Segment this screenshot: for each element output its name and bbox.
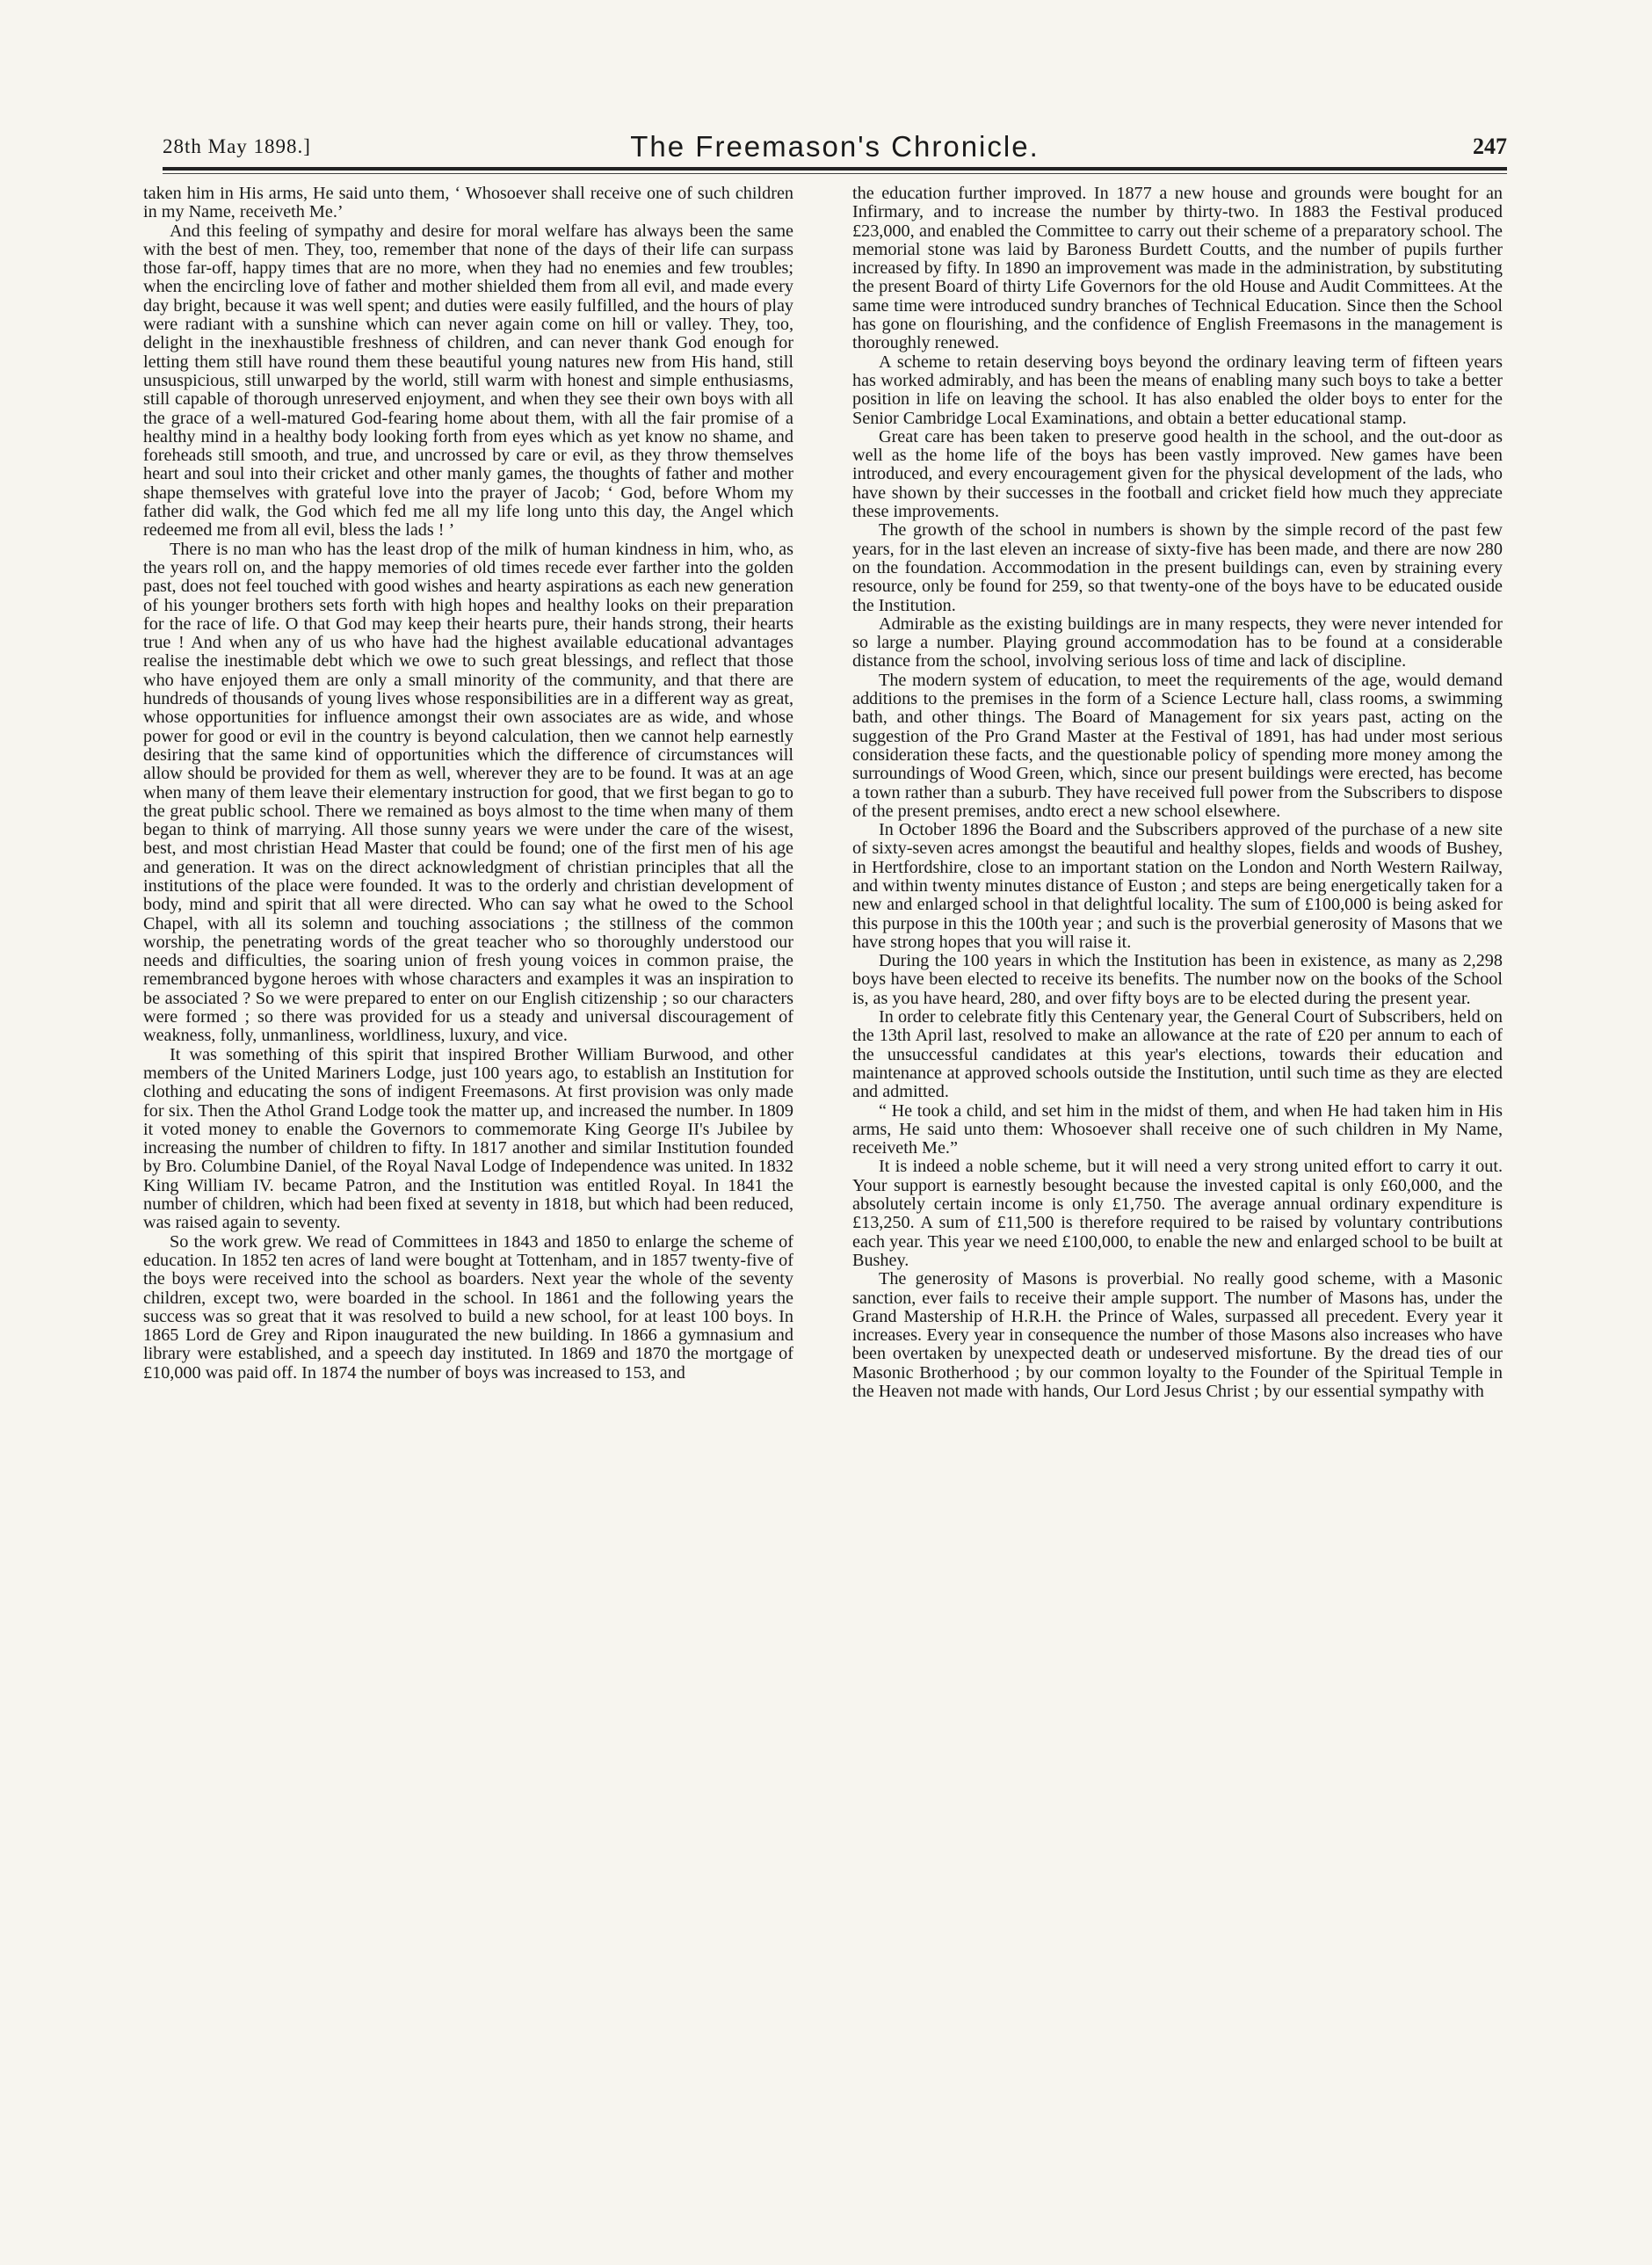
header-rule xyxy=(163,167,1507,171)
right-column xyxy=(852,185,1503,2250)
paragraph: In order to celebrate fitly this Centenary year, the General Court of Subscribers, held on the 13th April last, resolved to make an allowance at the rate of £20 per annum to each of the unsuccessful candidates at this year's elections, towards their education and maintenance at approved schools outside the Institution, until such time as they are elected and admitted. xyxy=(852,1007,1503,1102)
paragraph: the education further improved. In 1877 a new house and grounds were bought for an Infirmary, and to increase the number by thirty-two. In 1883 the Festival produced £23,000, and enabled the Committee to carry out their scheme of a preparatory school. The memorial stone was laid by Baroness Burdett Coutts, and the number of pupils further increased by fifty. In 1890 an improvement was made in the administration, by substituting the present Board of thirty Life Governors for the old House and Audit Committees. At the same time were introduced sundry branches of Technical Education. Since then the School has gone on flourishing, and the confidence of English Freemasons in the management is thoroughly renewed. xyxy=(852,185,1503,353)
left-column xyxy=(143,185,793,2250)
paragraph: Great care has been taken to preserve good health in the school, and the out-door as well as the home life of the boys has been vastly improved. New games have been introduced, and every encouragement given for the physical development of the lads, who have shown by their successes in the football and cricket field how much they appreciate these improvements. xyxy=(852,426,1503,522)
page-header xyxy=(163,130,1507,167)
paragraph: During the 100 years in which the Institution has been in existence, as many as 2,298 boys have been elected to receive its benefits. The number now on the books of the School is, as you have heard, 280, and over fifty boys are to be elected during the present year. xyxy=(852,951,1503,1008)
paragraph: And this feeling of sympathy and desire for moral welfare has always been the same with the best of men. They, too, remember that none of the days of their life can surpass those far-off, happy times that are no more, when they had no enemies and few troubles; when the encircling love of father and mother shielded them from all evil, and made every day bright, because it was well spent; and duties were easily fulfilled, and the hours of play were radiant with a sunshine which can never again come on hill or valley. They, too, delight in the inexhaustible freshness of children, and can never thank God enough for letting them still have round them these beautiful young natures new from His hand, still unsuspicious, still unwarped by the world, still warm with honest and simple enthusiasms, still capable of thorough unreserved enjoyment, and when they see their own boys with all the grace of a well-matured God-fearing home about them, with all the fair promise of a healthy mind in a healthy body looking forth from eyes which as yet know no shame, and foreheads still smooth, and true, and uncrossed by care or evil, as they throw themselves heart and soul into their cricket and other manly games, the thoughts of father and mother shape themselves with grateful love into the prayer of Jacob; ‘ God, before Whom my father did walk, the God which fed me all my life long unto this day, the Angel which redeemed me from all evil, bless the lads ! ’ xyxy=(143,221,793,541)
paragraph: So the work grew. We read of Committees in 1843 and 1850 to enlarge the scheme of education. In 1852 ten acres of land were bought at Tottenham, and in 1857 twenty-five of the boys were received into the school as boarders. Next year the whole of the seventy children, except two, were boarded in the school. In 1861 and the following years the success was so great that it was resolved to build a new school, for at least 100 boys. In 1865 Lord de Grey and Ripon inaugurated the new building. In 1866 a gymnasium and library were established, and a speech day instituted. In 1869 and 1870 the mortgage of £10,000 was paid off. In 1874 the number of boys was increased to 153, and xyxy=(143,1231,793,1383)
paragraph: It is indeed a noble scheme, but it will need a very strong united effort to carry it out. Your support is earnestly besought because the invested capital is only £60,000, and the absolutely certain income is only £1,750. The average annual ordinary expenditure is £13,250. A sum of £11,500 is therefore required to be raised by voluntary contributions each year. This year we need £100,000, to enable the new and enlarged school to be built at Bushey. xyxy=(852,1157,1503,1270)
header-rule-thin xyxy=(163,173,1507,174)
publication-title: The Freemason's Chronicle. xyxy=(630,130,1040,163)
page-number: 247 xyxy=(1473,134,1507,159)
paragraph: It was something of this spirit that inspired Brother William Burwood, and other members of the United Mariners Lodge, just 100 years ago, to establish an Institution for clothing and educating the sons of indigent Freemasons. At first provision was only made for six. Then the Athol Grand Lodge took the matter up, and increased the number. In 1809 it voted money to enable the Governors to commemorate King George II's Jubilee by increasing the number of children to fifty. In 1817 another and similar Institution founded by Bro. Columbine Daniel, of the Royal Naval Lodge of Independence was united. In 1832 King William IV. became Patron, and the Institution was entitled Royal. In 1841 the number of children, which had been fixed at seventy in 1818, but which had been reduced, was raised again to seventy. xyxy=(143,1044,793,1233)
quote-paragraph: “ He took a child, and set him in the midst of them, and when He had taken him in His arms, He said unto them: Whosoever shall receive one of such children in My Name, receiveth Me.” xyxy=(852,1100,1503,1158)
paragraph: The growth of the school in numbers is shown by the simple record of the past few years, for in the last eleven an increase of sixty-five has been made, and there are now 280 on the foundation. Accommodation in the present buildings can, even by straining every resource, only be found for 259, so that twenty-one of the boys have to be educated ouside the Institution. xyxy=(852,520,1503,615)
paragraph: The generosity of Masons is proverbial. No really good scheme, with a Masonic sanction, ever fails to receive their ample support. The number of Masons has, under the Grand Mastership of H.R.H. the Prince of Wales, surpassed all precedent. Every year it increases. Every year in consequence the number of those Masons also increases who have been overtaken by unexpected death or undeserved misfortune. By the dread ties of our Masonic Brotherhood ; by our common loyalty to the Founder of the Spiritual Temple in the Heaven not made with hands, Our Lord Jesus Christ ; by our essential sympathy with xyxy=(852,1269,1503,1401)
paragraph: There is no man who has the least drop of the milk of human kindness in him, who, as the years roll on, and the happy memories of old times recede ever farther into the golden past, does not feel touched with good wishes and hearty aspirations as each new generation of his younger brothers sets forth with high hopes and healthy looks on their preparation for the race of life. O that God may keep their hearts pure, their hands strong, their hearts true ! And when any of us who have had the highest available educational advantages realise the inestimable debt which we owe to such great blessings, and reflect that those who have enjoyed them are only a small minority of the community, and that there are hundreds of thousands of young lives whose responsibilities are in a different way as great, whose opportunities for influence amongst their own associates are as wide, and whose power for good or evil in the country is beyond calculation, then we cannot help earnestly desiring that the same kind of opportunities which the difference of circumstances will allow should be provided for them as well, wherever they are to be found. It was at an age when many of them leave their elementary instruction for good, that we first began to go to the great public school. There we remained as boys almost to the time when many of them began to think of marrying. All those sunny years we were under the care of the wisest, best, and most christian Head Master that could be found; one of the first men of his age and generation. It was on the direct acknowledgment of christian principles that all the institutions of the place were founded. It was to the orderly and christian development of body, mind and spirit that all were directed. Who can say what he owed to the School Chapel, with all its solemn and touching associations ; the stillness of the common worship, the penetrating words of the great teacher who so thoroughly understood our needs and difficulties, the soaring union of fresh young voices in common praise, the remembranced bygone heroes with whose characters and examples it was an inspiration to be associated ? So we were prepared to enter on our English citizenship ; so our characters were formed ; so there was provided for us a steady and universal discouragement of weakness, folly, unmanliness, worldliness, luxury, and vice. xyxy=(143,539,793,1046)
paragraph: taken him in His arms, He said unto them, ‘ Whosoever shall receive one of such children in my Name, receiveth Me.’ xyxy=(143,185,793,222)
issue-date: 28th May 1898.] xyxy=(163,135,311,157)
paragraph: In October 1896 the Board and the Subscribers approved of the purchase of a new site of sixty-seven acres amongst the beautiful and healthy slopes, fields and woods of Bushey, in Hertfordshire, close to an important station on the London and North Western Railway, and within twenty minutes distance of Euston ; and steps are being energetically taken for a new and enlarged school in that delightful locality. The sum of £100,000 is being asked for this purpose in this the 100th year ; and such is the proverbial generosity of Masons that we have strong hopes that you will raise it. xyxy=(852,820,1503,952)
paragraph: The modern system of education, to meet the requirements of the age, would demand additions to the premises in the form of a Science Lecture hall, class rooms, a swimming bath, and other things. The Board of Management for six years past, acting on the suggestion of the Pro Grand Master at the Festival of 1891, has had under most serious consideration these facts, and the questionable policy of spending more money among the surroundings of Wood Green, which, since our present buildings were erected, has become a town rather than a suburb. They have received full power from the Subscribers to dispose of the present premises, andto erect a new school elsewhere. xyxy=(852,670,1503,821)
paragraph: A scheme to retain deserving boys beyond the ordinary leaving term of fifteen years has worked admirably, and has been the means of enabling many such boys to take a better position in life on leaving the school. It has also enabled the older boys to enter for the Senior Cambridge Local Examinations, and obtain a better educational stamp. xyxy=(852,352,1503,428)
paragraph: Admirable as the existing buildings are in many respects, they were never intended for so large a number. Playing ground accommodation has to be found at a considerable distance from the school, involving serious loss of time and lack of discipline. xyxy=(852,613,1503,672)
